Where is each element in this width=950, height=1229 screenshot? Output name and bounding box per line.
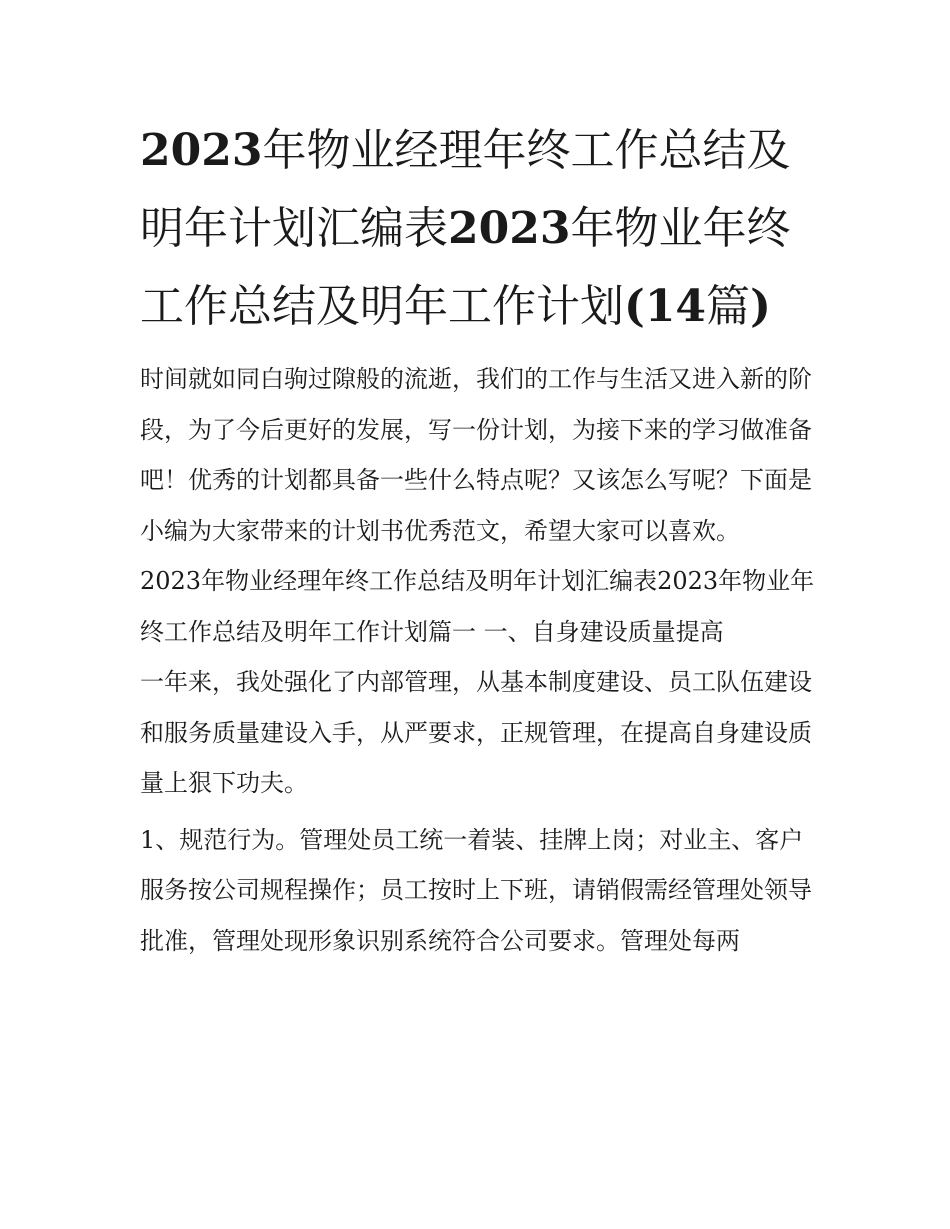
title-part: 年物业经理年终工作总结及明年计划汇编表: [140, 125, 791, 254]
title-part: 篇: [706, 281, 751, 332]
section-heading-paragraph: 2023年物业经理年终工作总结及明年计划汇编表2023年物业年终工作总结及明年工作计划篇一 一、自身建设质量提高: [140, 567, 815, 646]
title-part: (14: [624, 281, 707, 332]
document-page: [140, 112, 815, 966]
title-part: 年物业年终工作总结及明年工作计划: [140, 203, 791, 332]
body-paragraph: 一年来，我处强化了内部管理，从基本制度建设、员工队伍建设和服务质量建设入手，从严要求，正规管理，在提高自身建设质量上狠下功夫。: [140, 668, 812, 797]
body-paragraph: 1、规范行为。管理处员工统一着装、挂牌上岗；对业主、客户服务按公司规程操作；员工按时上下班，请销假需经管理处领导批准，管理处现形象识别系统符合公司要求。管理处每两: [140, 825, 812, 955]
title-part: ): [750, 281, 771, 332]
document-title: [140, 112, 815, 346]
intro-paragraph: 时间就如同白驹过隙般的流逝，我们的工作与生活又进入新的阶段，为了今后更好的发展，写一份计划，为接下来的学习做准备吧！优秀的计划都具备一些什么特点呢？又该怎么写呢？下面是小编为大家带来的计划书优秀范文，希望大家可以喜欢。: [140, 365, 812, 545]
title-part: 2023: [140, 125, 263, 176]
title-part: 2023: [448, 203, 571, 254]
